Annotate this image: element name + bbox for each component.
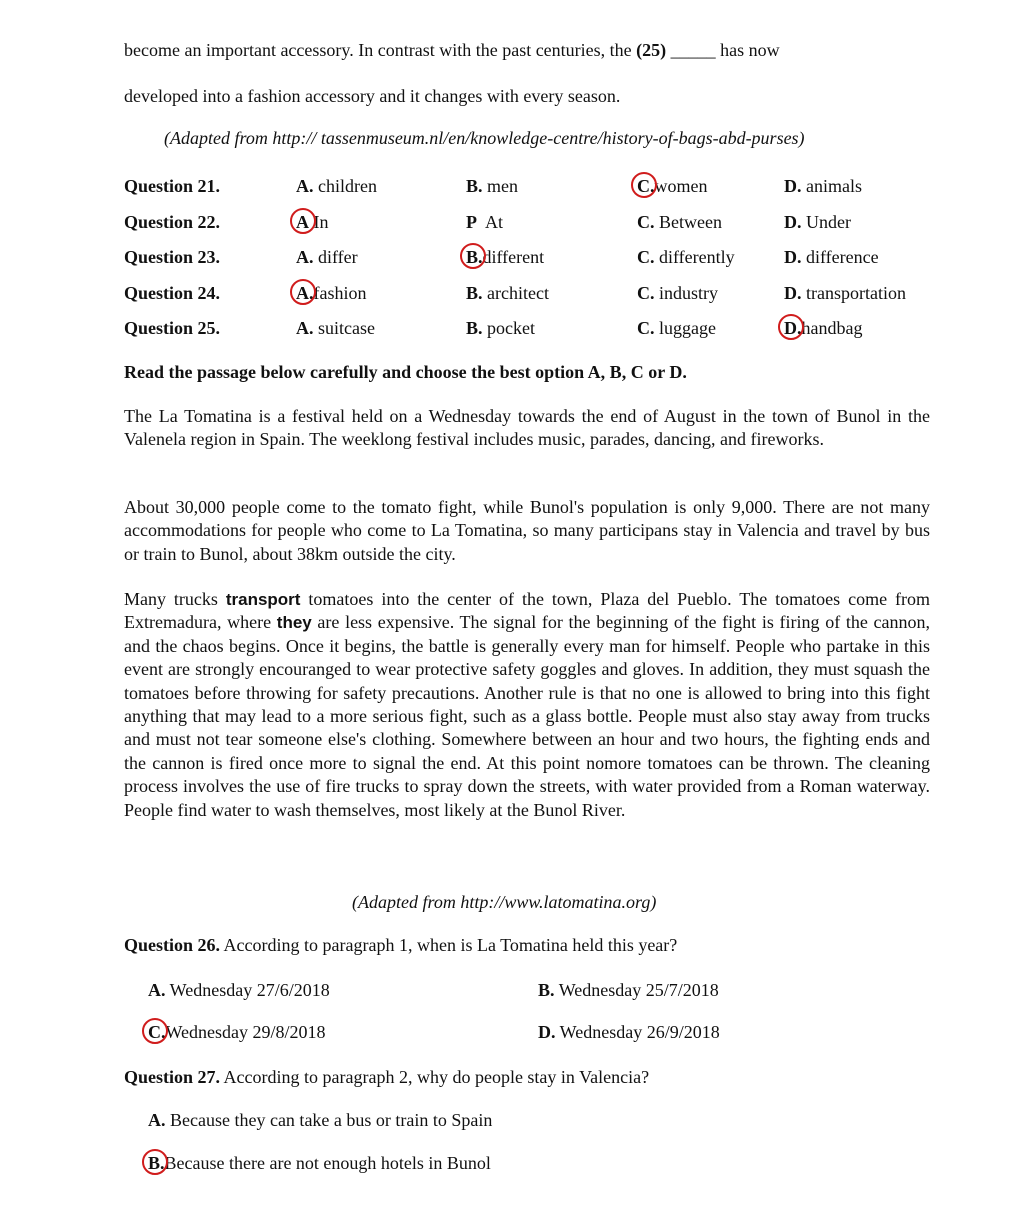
question-row-25 (0, 318, 1024, 348)
option-letter: B. (466, 176, 483, 196)
option-letter: C. (637, 247, 655, 267)
q27-option-b-selected[interactable] (148, 1153, 491, 1174)
option-b[interactable] (466, 283, 549, 304)
intro-line-2: developed into a fashion accessory and it changes with every season. (124, 86, 621, 106)
answer-circle (148, 1153, 165, 1173)
q27-option-a[interactable] (148, 1110, 492, 1131)
option-c[interactable] (637, 247, 735, 268)
option-letter: A. (148, 1110, 166, 1130)
option-letter: D. (784, 176, 802, 196)
option-letter: B. (538, 980, 555, 1000)
option-letter: B. (466, 247, 483, 267)
option-text: suitcase (313, 318, 375, 338)
option-letter: C. (637, 318, 655, 338)
option-b[interactable] (466, 212, 503, 233)
option-letter: C. (148, 1022, 166, 1042)
option-text: Wednesday 27/6/2018 (165, 980, 330, 1000)
option-text: fashion (313, 283, 367, 303)
option-letter: A. (296, 247, 314, 267)
paragraph-text: are less expensive. The signal for the beginning of the fight is firing of the cannon, and the chaos begins. Once it begins, the battle is generally every man for himself. People who partake in this event are strongly encouranged to wear protective safety goggles and gloves. In addition, they must squash the tomatoes before throwing for safety precautions. Another rule is that no one is allowed to bring into this fight anything that may lead to a more serious fight, such as a glass bottle. People must also stay away from trucks and must not tear someone else's clothing. Somewhere between an hour and two hours, the fighting ends and the cannon is fired once more to signal the end. At this point nomore tomatoes can be thrown. The cleaning process involves the use of fire trucks to spray down the streets, with water provided from a Roman waterway. People find water to wash themselves, most likely at the Bunol River. (124, 612, 930, 820)
intro-line-1 (124, 40, 780, 61)
option-text: Wednesday 25/7/2018 (554, 980, 719, 1000)
question-row-24 (0, 283, 1024, 313)
circle-mark-icon (142, 1149, 168, 1175)
option-letter: D. (784, 318, 802, 338)
paragraph-text: Many trucks (124, 589, 226, 609)
q26-option-a[interactable] (148, 980, 330, 1001)
option-letter: A. (296, 176, 314, 196)
option-letter: D. (784, 212, 802, 232)
answer-circle (784, 318, 802, 338)
answer-circle (148, 1022, 166, 1042)
option-text: Wednesday 29/8/2018 (165, 1022, 326, 1042)
question-row-23 (0, 247, 1024, 277)
question-label: Question 24. (124, 283, 221, 303)
option-text: difference (801, 247, 879, 267)
option-letter: A (296, 212, 309, 232)
option-text: At (477, 212, 504, 232)
option-text: industry (654, 283, 719, 303)
option-a-selected[interactable] (296, 283, 367, 304)
option-letter: C. (637, 176, 655, 196)
passage-paragraph-3 (124, 588, 930, 822)
option-text: pocket (482, 318, 535, 338)
question-text: According to paragraph 1, when is La Tomatina held this year? (220, 935, 678, 955)
option-d[interactable] (784, 212, 851, 233)
question-label: Question 22. (124, 212, 221, 232)
passage-paragraph-2: About 30,000 people come to the tomato fight, while Bunol's population is only 9,000. There are not many accommodations for people who come to La Tomatina, so many participans stay in Valencia and travel by bus or train to Bunol, about 38km outside the city. (124, 497, 930, 564)
circle-mark-icon (290, 279, 316, 305)
option-text: transportation (801, 283, 906, 303)
question-27-stem (124, 1067, 649, 1088)
paragraph-text: tomatoes into the center of the town, Plaza del Pueblo. The tomatoes come from Extremadura, where (124, 589, 930, 633)
option-text: women (654, 176, 708, 196)
question-row-21 (0, 176, 1024, 206)
option-text: Because there are not enough hotels in Bunol (164, 1153, 491, 1173)
passage-paragraph-1: The La Tomatina is a festival held on a Wednesday towards the end of August in the town of Bunol in the Valenela region in Spain. The weeklong festival includes music, parades, dancing, and fireworks. (124, 406, 930, 450)
question-label: Question 26. (124, 935, 221, 955)
blank-number: (25) (636, 40, 667, 60)
highlighted-word-transport: transport (225, 590, 301, 609)
option-c[interactable] (637, 283, 718, 304)
question-row-22 (0, 212, 1024, 242)
option-b[interactable] (466, 176, 518, 197)
option-text: architect (482, 283, 549, 303)
answer-circle (296, 283, 314, 303)
intro-text-end: has now (720, 40, 780, 60)
option-letter: B. (466, 318, 483, 338)
option-letter: B. (148, 1153, 165, 1173)
option-text: In (309, 212, 329, 232)
highlighted-word-they: they (276, 613, 312, 633)
option-c[interactable] (637, 318, 716, 339)
option-b[interactable] (466, 318, 535, 339)
option-text: Under (801, 212, 851, 232)
q26-option-b[interactable] (538, 980, 719, 1001)
option-a[interactable] (296, 247, 358, 268)
question-label: Question 25. (124, 318, 221, 338)
option-d[interactable] (784, 176, 862, 197)
option-text: differently (654, 247, 735, 267)
option-text: Between (654, 212, 722, 232)
option-letter: C. (637, 212, 655, 232)
section-instruction: Read the passage below carefully and choose the best option A, B, C or D. (124, 362, 687, 382)
option-letter: A. (148, 980, 166, 1000)
option-text: Wednesday 26/9/2018 (555, 1022, 720, 1042)
blank: _____ (666, 40, 721, 60)
option-letter: D. (784, 283, 802, 303)
option-text: handbag (801, 318, 863, 338)
option-c-selected[interactable] (637, 176, 708, 197)
option-text: men (482, 176, 519, 196)
option-a[interactable] (296, 318, 375, 339)
option-c[interactable] (637, 212, 722, 233)
source-citation-2: (Adapted from http://www.latomatina.org) (352, 892, 657, 912)
option-letter: A. (296, 283, 314, 303)
option-text: children (313, 176, 377, 196)
option-d[interactable] (784, 247, 879, 268)
option-d[interactable] (784, 283, 906, 304)
circle-mark-icon (460, 243, 486, 269)
answer-circle (296, 212, 309, 232)
circle-mark-icon (142, 1018, 168, 1044)
option-letter: P (466, 212, 477, 232)
source-citation-1: (Adapted from http:// tassenmuseum.nl/en/knowledge-centre/history-of-bags-abd-purses) (164, 128, 805, 148)
option-a-selected[interactable] (296, 212, 329, 233)
option-text: different (482, 247, 545, 267)
intro-text: become an important accessory. In contrast with the past centuries, the (124, 40, 637, 60)
option-letter: A. (296, 318, 314, 338)
question-label: Question 27. (124, 1067, 221, 1087)
option-text: animals (801, 176, 862, 196)
circle-mark-icon (778, 314, 804, 340)
circle-mark-icon (631, 172, 657, 198)
answer-circle (466, 247, 483, 267)
question-26-stem (124, 935, 677, 956)
option-letter: D. (538, 1022, 556, 1042)
question-label: Question 23. (124, 247, 221, 267)
question-label: Question 21. (124, 176, 221, 196)
answer-circle (637, 176, 655, 196)
option-text: luggage (654, 318, 716, 338)
question-text: According to paragraph 2, why do people stay in Valencia? (220, 1067, 650, 1087)
option-letter: B. (466, 283, 483, 303)
option-letter: C. (637, 283, 655, 303)
option-d-selected[interactable] (784, 318, 862, 339)
q26-option-c-selected[interactable] (148, 1022, 326, 1043)
option-letter: D. (784, 247, 802, 267)
option-b-selected[interactable] (466, 247, 544, 268)
option-text: differ (313, 247, 358, 267)
circle-mark-icon (290, 208, 316, 234)
option-text: Because they can take a bus or train to Spain (165, 1110, 493, 1130)
option-a[interactable] (296, 176, 377, 197)
q26-option-d[interactable] (538, 1022, 720, 1043)
